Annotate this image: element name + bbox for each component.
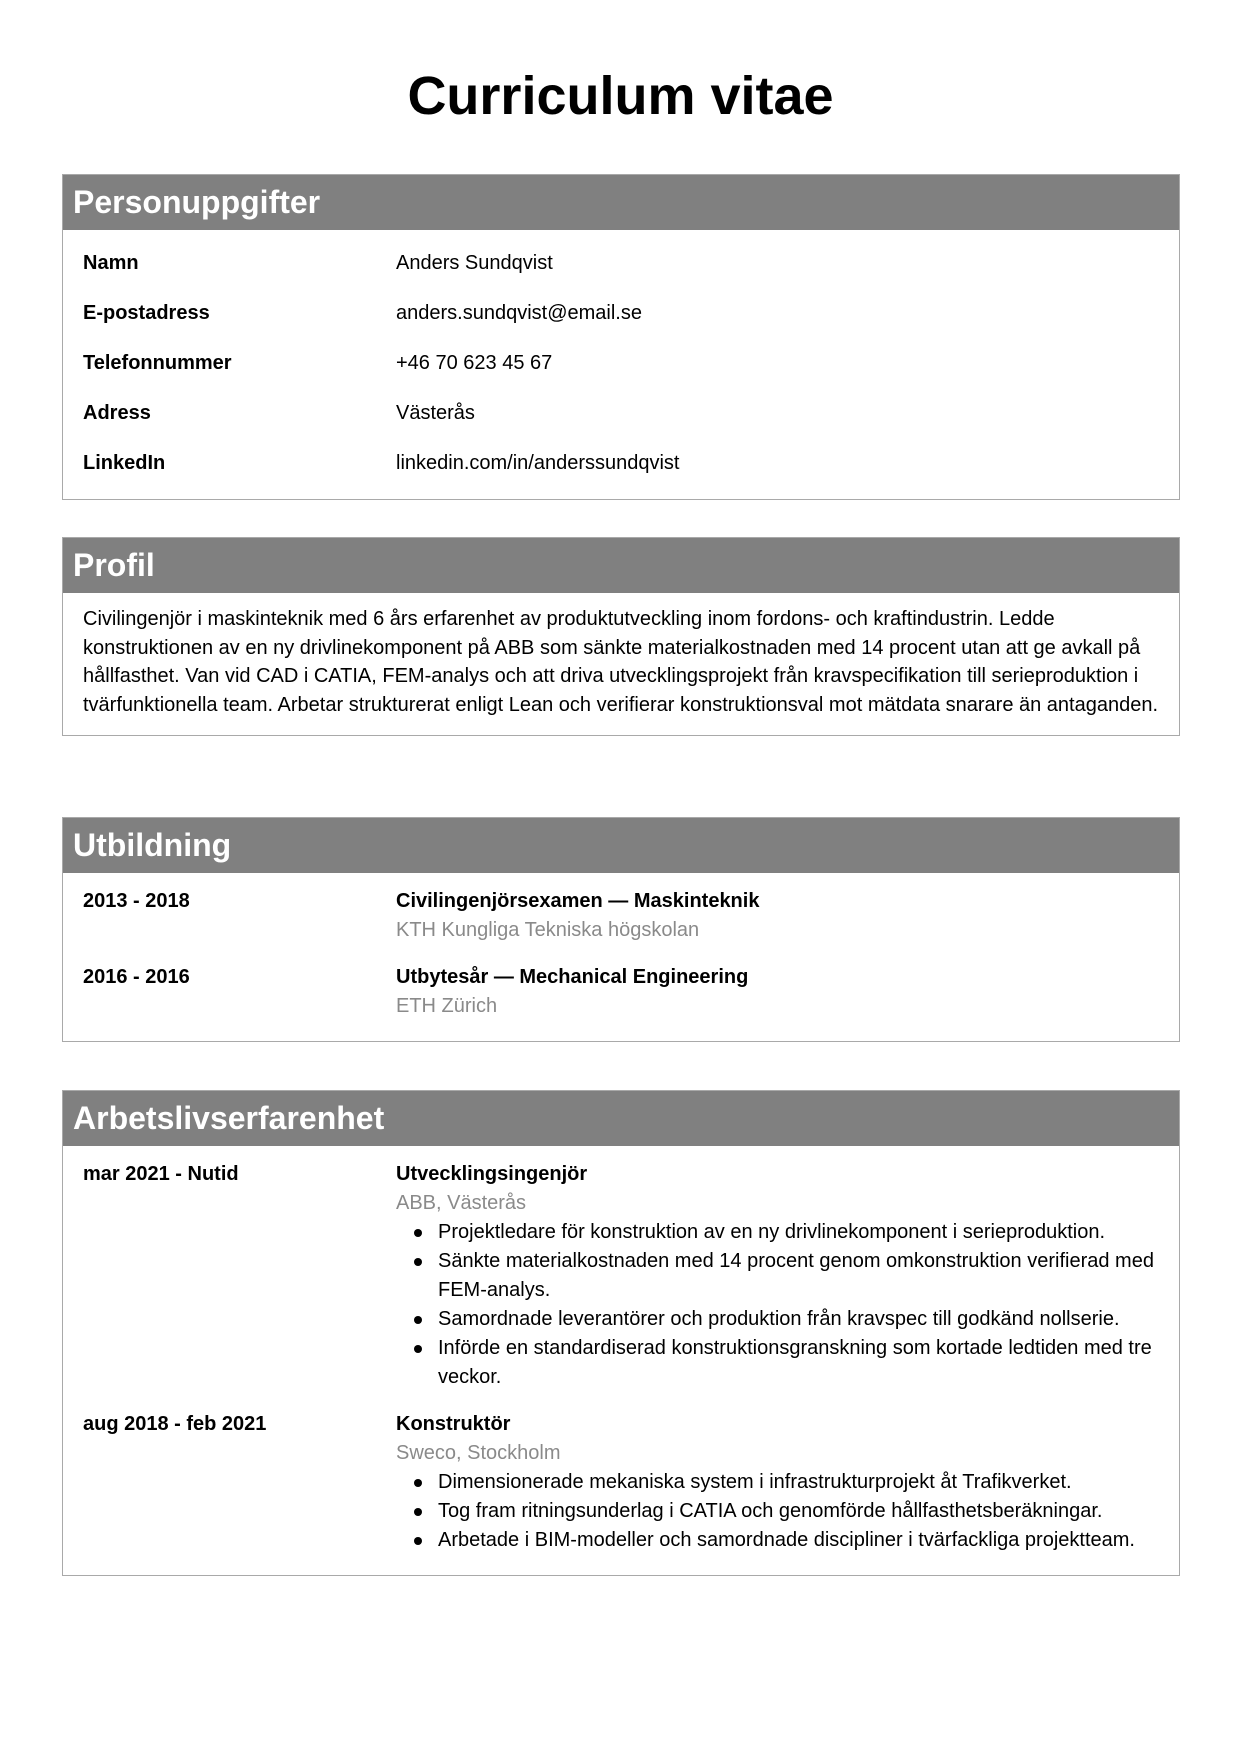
- bullet-item: Dimensionerade mekaniska system i infrastrukturprojekt åt Trafikverket.: [438, 1468, 1159, 1497]
- email-label: E-postadress: [83, 302, 210, 324]
- personal-row-phone: [83, 351, 1159, 375]
- address-label: Adress: [83, 402, 151, 424]
- bullet-item: Arbetade i BIM-modeller och samordnade discipliner i tvärfackliga projektteam.: [438, 1526, 1159, 1555]
- education-section: [62, 817, 1180, 1042]
- job-title: Utvecklingsingenjör: [396, 1163, 588, 1185]
- job-bullets: [396, 1468, 1159, 1555]
- phone-label: Telefonnummer: [83, 352, 232, 374]
- address-value: Västerås: [396, 402, 475, 424]
- bullet-item: Tog fram ritningsunderlag i CATIA och genomförde hållfasthetsberäkningar.: [438, 1497, 1159, 1526]
- bullet-item: Införde en standardiserad konstruktionsgranskning som kortade ledtiden med tre veckor.: [438, 1334, 1159, 1392]
- experience-entry: [83, 1160, 1159, 1392]
- personal-heading: Personuppgifter: [63, 175, 1179, 230]
- personal-row-linkedin: [83, 451, 1159, 475]
- name-label: Namn: [83, 252, 139, 274]
- experience-heading: Arbetslivserfarenhet: [63, 1091, 1179, 1146]
- experience-date: mar 2021 - Nutid: [83, 1163, 239, 1185]
- education-school: ETH Zürich: [396, 995, 498, 1017]
- education-entry: [83, 887, 1159, 945]
- linkedin-value: linkedin.com/in/anderssundqvist: [396, 452, 680, 474]
- education-entry: [83, 963, 1159, 1021]
- education-school: KTH Kungliga Tekniska högskolan: [396, 919, 700, 941]
- personal-row-email: [83, 301, 1159, 325]
- experience-section: [62, 1090, 1180, 1576]
- profile-section: [62, 537, 1180, 736]
- personal-section: [62, 174, 1180, 500]
- employer: Sweco, Stockholm: [396, 1442, 561, 1464]
- phone-value: +46 70 623 45 67: [396, 352, 553, 374]
- education-date: 2016 - 2016: [83, 966, 190, 988]
- education-title: Utbytesår — Mechanical Engineering: [396, 966, 749, 988]
- education-heading: Utbildning: [63, 818, 1179, 873]
- name-value: Anders Sundqvist: [396, 252, 553, 274]
- employer: ABB, Västerås: [396, 1192, 527, 1214]
- education-title: Civilingenjörsexamen — Maskinteknik: [396, 890, 760, 912]
- experience-entry: [83, 1410, 1159, 1555]
- page-title: Curriculum vitae: [407, 66, 834, 126]
- linkedin-label: LinkedIn: [83, 452, 166, 474]
- profile-text: Civilingenjör i maskinteknik med 6 års erfarenhet av produktutveckling inom fordons- och kraftindustrin. Ledde konstruktionen av en ny drivlinekomponent på ABB som sänkte materialkostnaden med 14 procent utan att ge avkall på hållfasthet. Van vid CAD i CATIA, FEM-analys och att driva utvecklingsprojekt från kravspecifikation till serieproduktion i tvärfunktionella team. Arbetar strukturerat enligt Lean och verifierar konstruktionsval mot mätdata snarare än antaganden.: [83, 608, 1159, 716]
- profile-heading: Profil: [63, 538, 1179, 593]
- job-bullets: [396, 1218, 1159, 1392]
- job-title: Konstruktör: [396, 1413, 511, 1435]
- bullet-item: Samordnade leverantörer och produktion från kravspec till godkänd nollserie.: [438, 1305, 1159, 1334]
- email-value: anders.sundqvist@email.se: [396, 302, 642, 324]
- bullet-item: Sänkte materialkostnaden med 14 procent genom omkonstruktion verifierad med FEM-analys.: [438, 1247, 1159, 1305]
- personal-row-address: [83, 401, 1159, 425]
- education-date: 2013 - 2018: [83, 890, 190, 912]
- bullet-item: Projektledare för konstruktion av en ny drivlinekomponent i serieproduktion.: [438, 1218, 1159, 1247]
- personal-row-name: [83, 251, 1159, 275]
- experience-date: aug 2018 - feb 2021: [83, 1413, 267, 1435]
